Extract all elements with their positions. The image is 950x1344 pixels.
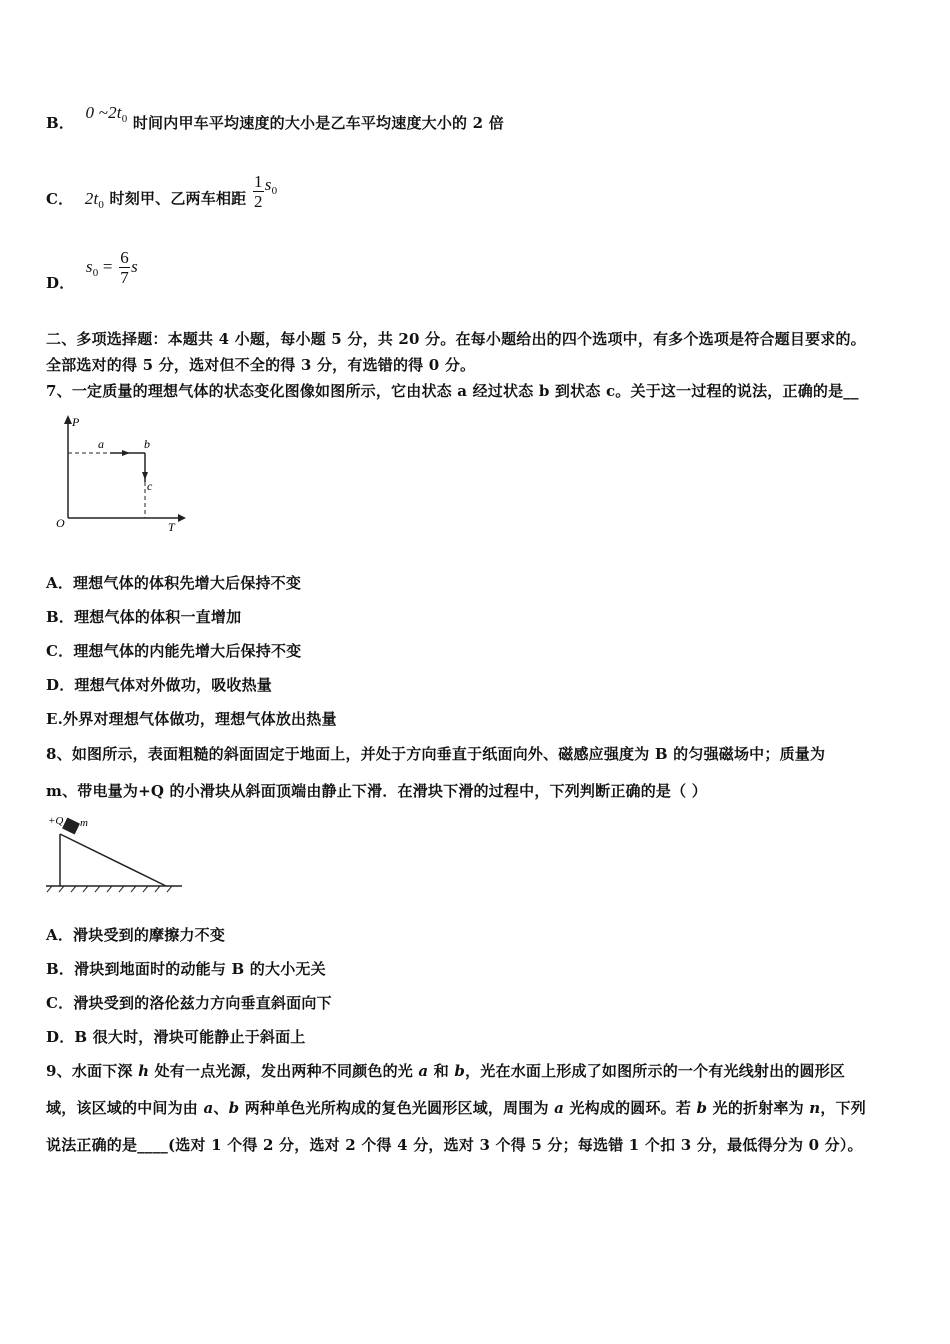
q9-stem-line3: 说法正确的是____(选对 1 个得 2 分，选对 2 个得 4 分，选对 3 个得 5 分；每选错 1 个扣 3 分，最低得分为 0 分）。 bbox=[46, 1136, 863, 1154]
state-a-label: a bbox=[98, 437, 104, 451]
option-letter: C． bbox=[46, 189, 74, 208]
option-letter: D． bbox=[46, 273, 75, 292]
p-axis-label: P bbox=[72, 415, 80, 429]
math-expression: 0 $\sim 2t_0$ bbox=[85, 103, 128, 125]
q8-option-a: A．滑块受到的摩擦力不变 bbox=[46, 926, 226, 944]
slider-block bbox=[62, 818, 80, 835]
math-expression: $s_0$ bbox=[264, 174, 278, 197]
q7-option-e: E.外界对理想气体做功，理想气体放出热量 bbox=[46, 710, 337, 728]
t-axis-label: T bbox=[168, 520, 175, 534]
option-text: 时间内甲车平均速度的大小是乙车平均速度大小的 2 倍 bbox=[132, 114, 504, 132]
q8-option-d: D．B 很大时，滑块可能静止于斜面上 bbox=[46, 1028, 306, 1046]
section-heading-line1: 二、多项选择题：本题共 4 小题，每小题 5 分，共 20 分。在每小题给出的四个选项中，有多个选项是符合题目要求的。 bbox=[46, 330, 866, 348]
q6-option-b bbox=[46, 103, 504, 135]
q9-stem-line1: 9、水面下深 h 处有一点光源，发出两种不同颜色的光 a 和 b，光在水面上形成了如图所示的一个有光线射出的圆形区 bbox=[46, 1062, 846, 1080]
origin-label: O bbox=[56, 516, 65, 530]
mass-label: m bbox=[80, 817, 88, 829]
q8-stem-line1: 8、如图所示，表面粗糙的斜面固定于地面上，并处于方向垂直于纸面向外、磁感应强度为 B 的匀强磁场中；质量为 bbox=[46, 745, 826, 763]
q8-option-c: C．滑块受到的洛伦兹力方向垂直斜面向下 bbox=[46, 994, 332, 1012]
arrow-ab-icon bbox=[122, 450, 130, 456]
fraction: $\frac{1}{2}$ bbox=[253, 172, 263, 211]
pt-diagram bbox=[50, 410, 190, 535]
q7-option-b: B．理想气体的体积一直增加 bbox=[46, 608, 242, 626]
state-c-label: c bbox=[147, 479, 153, 493]
incline-slope bbox=[60, 834, 166, 886]
q7-option-d: D．理想气体对外做功，吸收热量 bbox=[46, 676, 273, 694]
incline-diagram bbox=[44, 812, 189, 897]
q8-stem-line2: m、带电量为+Q 的小滑块从斜面顶端由静止下滑．在滑块下滑的过程中，下列判断正确的是（ ） bbox=[46, 782, 707, 800]
q7-stem: 7、一定质量的理想气体的状态变化图像如图所示，它由状态 a 经过状态 b 到状态 c。关于这一过程的说法，正确的是__ bbox=[46, 382, 859, 400]
math-expression: $2t_0$ bbox=[84, 188, 105, 211]
math-expression: $s_0$ = $\frac{6}{7}$ s bbox=[85, 248, 138, 287]
q7-option-c: C．理想气体的内能先增大后保持不变 bbox=[46, 642, 302, 660]
charge-label: +Q bbox=[48, 815, 64, 827]
option-text: 时刻甲、乙两车相距 bbox=[109, 189, 247, 208]
option-letter: B． bbox=[46, 114, 75, 132]
q6-option-c bbox=[46, 172, 278, 219]
q7-option-a: A．理想气体的体积先增大后保持不变 bbox=[46, 574, 302, 592]
q8-option-b: B．滑块到地面时的动能与 B 的大小无关 bbox=[46, 960, 326, 978]
fraction: $\frac{6}{7}$ bbox=[120, 248, 129, 287]
section-heading-line2: 全部选对的得 5 分，选对但不全的得 3 分，有选错的得 0 分。 bbox=[46, 356, 476, 374]
ground-hatch bbox=[47, 886, 172, 892]
state-b-label: b bbox=[144, 437, 150, 451]
q9-stem-line2: 域，该区域的中间为由 a、b 两种单色光所构成的复色光圆形区域，周围为 a 光构成的圆环。若 b 光的折射率为 n，下列 bbox=[46, 1099, 866, 1117]
q6-option-d bbox=[46, 248, 138, 303]
